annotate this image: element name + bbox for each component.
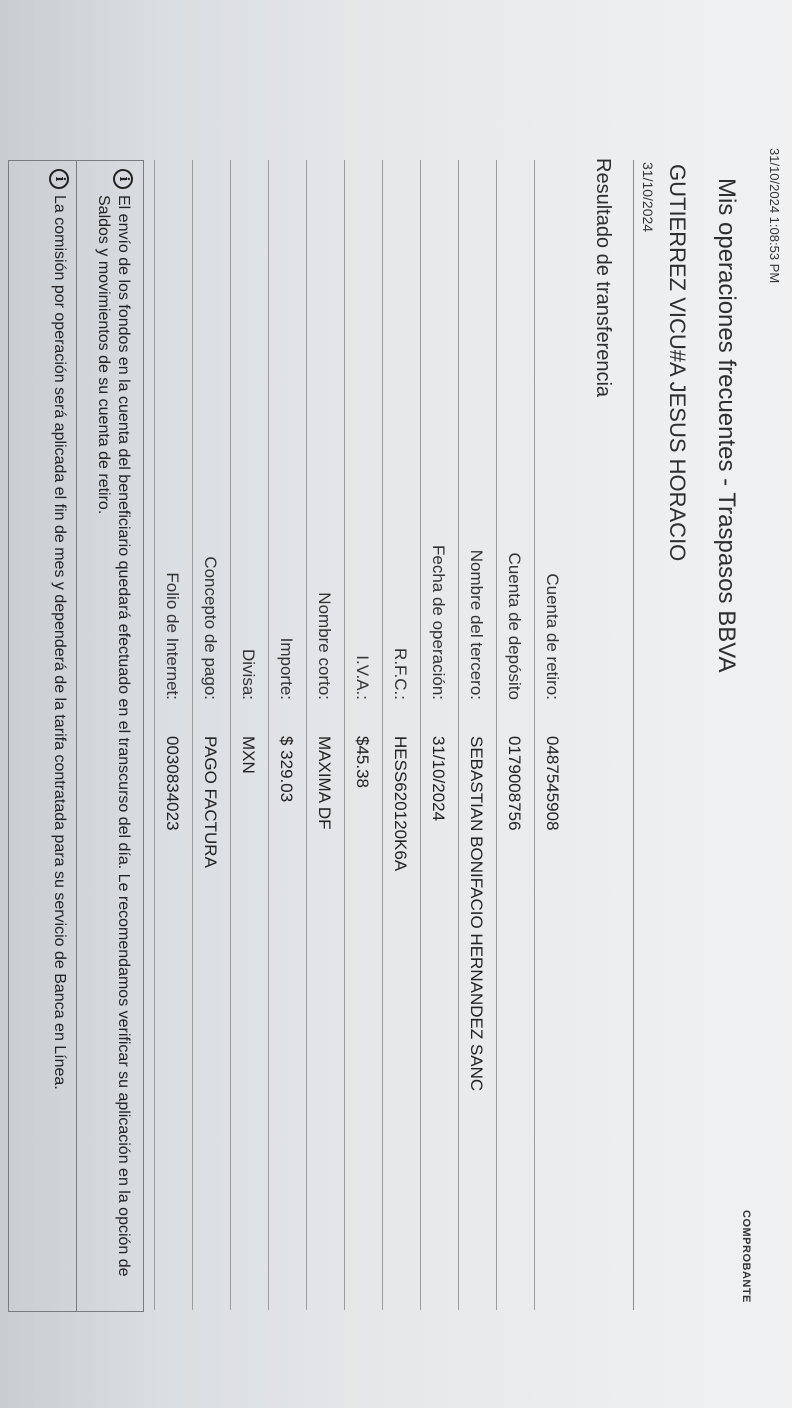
field-label: I.V.A.: — [353, 655, 372, 700]
field-row — [534, 160, 568, 1310]
field-row — [230, 160, 264, 1310]
field-label: Divisa: — [239, 648, 258, 700]
field-row — [382, 160, 416, 1310]
field-value: 0179008756 — [505, 736, 524, 831]
field-row — [420, 160, 454, 1310]
field-value: MXN — [239, 736, 258, 774]
field-label: Importe: — [277, 637, 296, 700]
account-holder-name: GUTIERREZ VICU#A JESUS HORACIO — [665, 164, 690, 562]
field-label: Nombre del tercero: — [467, 549, 486, 700]
field-value: 0487545908 — [543, 736, 562, 831]
field-label: Folio de Internet: — [163, 572, 182, 700]
field-value: HESS620120K6A — [391, 736, 410, 872]
receipt-badge: COMPROBANTE — [740, 1210, 752, 1303]
print-timestamp: 31/10/2024 1:08:53 PM — [767, 148, 782, 284]
field-row — [496, 160, 530, 1310]
field-value: PAGO FACTURA — [201, 736, 220, 868]
note-text: El envío de los fondos en la cuenta del beneficiario quedará efectuado en el transcurso del día. Le recomendamos verificar su aplicación en la opción de Saldos y movimientos de su cuenta de retiro. — [95, 195, 132, 1277]
header-divider — [633, 160, 634, 1310]
field-value: 31/10/2024 — [429, 736, 448, 822]
field-row — [306, 160, 340, 1310]
notes-box — [8, 160, 144, 1312]
field-label: Cuenta de retiro: — [543, 573, 562, 700]
section-title: Resultado de transferencia — [592, 158, 614, 398]
field-label: Fecha de operación: — [429, 545, 448, 700]
info-icon: i — [49, 169, 69, 189]
field-value: 0030834023 — [163, 736, 182, 831]
field-label: R.F.C.: — [391, 648, 410, 700]
field-value: $45.38 — [353, 736, 372, 788]
field-row — [192, 160, 226, 1310]
note-text: La comisión por operación será aplicada el fin de mes y dependerá de la tarifa contratada para su servicio de Banca en Línea. — [51, 195, 68, 1090]
field-value: $ 329.03 — [277, 736, 296, 803]
field-label: Cuenta de depósito — [505, 552, 524, 700]
field-value: SEBASTIAN BONIFACIO HERNANDEZ SANC — [467, 736, 486, 1092]
field-row — [268, 160, 302, 1310]
info-icon: i — [113, 169, 133, 189]
field-row — [458, 160, 492, 1310]
field-label: Nombre corto: — [315, 592, 334, 700]
field-value: MAXIMA DF — [315, 736, 334, 830]
operation-date: 31/10/2024 — [640, 162, 656, 233]
page-title: Mis operaciones frecuentes - Traspasos BBVA — [713, 178, 740, 673]
field-label: Concepto de pago: — [201, 556, 220, 700]
field-row — [154, 160, 188, 1310]
field-row — [344, 160, 378, 1310]
